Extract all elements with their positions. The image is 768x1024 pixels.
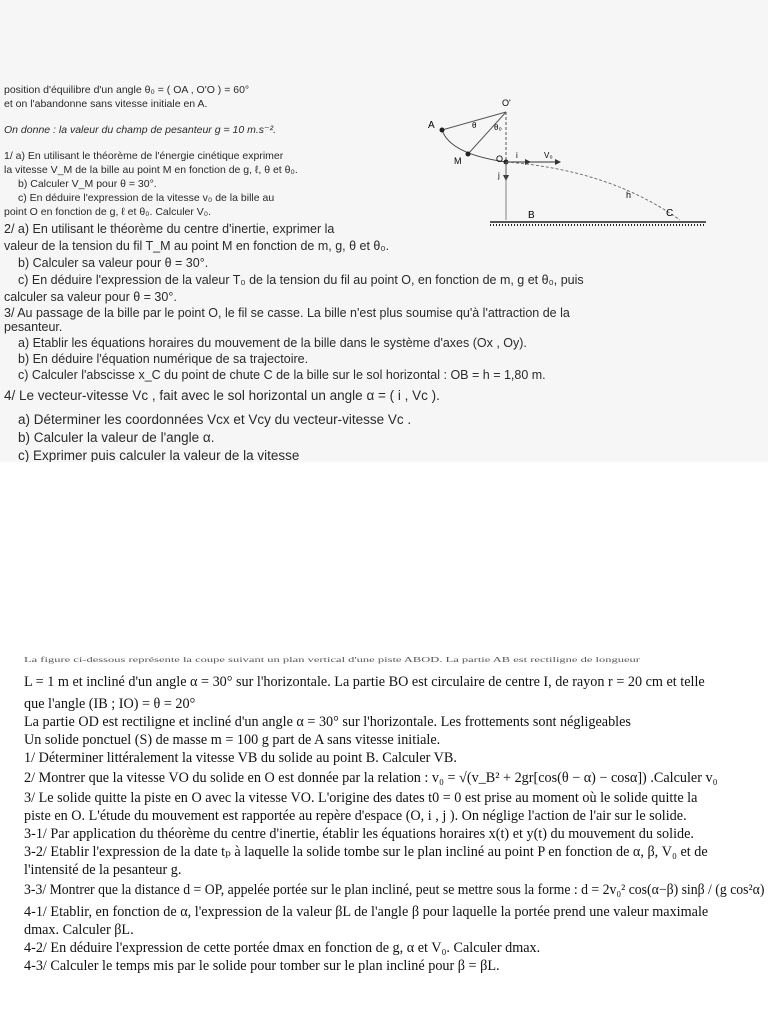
label-h: h (626, 190, 632, 200)
exercise2-line: 3-1/ Par application du théorème du centre d'inertie, établir les équations horaires x(t) et y(t) du mouvement du solide. (24, 826, 694, 842)
string-OM (468, 112, 506, 154)
exercise1-line: point O en fonction de g, ℓ et θ₀. Calculer V₀. (4, 206, 212, 218)
exercise2-line: que l'angle (IB ; IO) = θ = 20° (24, 696, 196, 712)
label-theta: θ (472, 121, 477, 130)
exercise1-line: a) Etablir les équations horaires du mouvement de la bille dans le système d'axes (Ox , Oy). (18, 336, 527, 350)
label-O: O (496, 154, 504, 164)
exercise1-line: a) Déterminer les coordonnées Vcx et Vcy du vecteur-vitesse Vc . (18, 412, 412, 427)
exercise1-line: calculer sa valeur pour θ = 30°. (4, 290, 177, 304)
label-A: A (428, 120, 435, 131)
exercise2-line: Un solide ponctuel (S) de masse m = 100 g part de A sans vitesse initiale. (24, 732, 441, 748)
exercise1-line: c) Exprimer puis calculer la valeur de la vitesse (18, 448, 300, 462)
exercise2-cut-line: La figure ci-dessous représente la coupe suivant un plan vertical d'une piste ABOD. La partie AB est rectiligne de longueur (24, 656, 640, 664)
label-M: M (454, 156, 462, 166)
exercise2-line: 2/ Montrer que la vitesse VO du solide en O est donnée par la relation : v₀ = √(v_B² + 2gr[cos(θ − α) − cosα]) .Calculer v₀ (24, 770, 718, 786)
exercise2-line: 3-2/ Etablir l'expression de la date tₚ à laquelle la solide tombe sur le plan incliné au point P en fonction de α, β, V₀ et de (24, 844, 708, 860)
exercise1-line: 4/ Le vecteur-vitesse Vc , fait avec le sol horizontal un angle α = ( i , Vc ). (4, 388, 440, 403)
exercise2-line: 4-1/ Etablir, en fonction de α, l'expression de la valeur βL de l'angle β pour laquelle la portée prend une valeur maximale (24, 904, 709, 920)
exercise2-line: 3/ Le solide quitte la piste en O avec la vitesse VO. L'origine des dates t0 = 0 est prise au moment où le solide quitte la (24, 790, 698, 806)
exercise1-line: 3/ Au passage de la bille par le point O, le fil se casse. La bille n'est plus soumise qu'à l'attraction de la (4, 306, 570, 320)
label-j: j (498, 171, 500, 180)
exercise1-line: position d'équilibre d'un angle θ₀ = ( OA , O'O ) = 60° (4, 84, 250, 96)
exercise2-line: dmax. Calculer βL. (24, 922, 134, 938)
exercise1-line: 2/ a) En utilisant le théorème du centre d'inertie, exprimer la (4, 222, 335, 236)
exercise1-line: b) Calculer la valeur de l'angle α. (18, 430, 215, 445)
label-C: C (666, 208, 674, 219)
exercise1-line: la vitesse V_M de la bille au point M en fonction de g, ℓ, θ et θ₀. (4, 164, 298, 176)
label-O-prime: O' (502, 98, 511, 108)
exercise1-line: b) Calculer V_M pour θ = 30°. (18, 178, 157, 190)
exercise-2 (0, 656, 768, 980)
scanned-exercise-1 (0, 0, 768, 462)
exercise2-line: 4-3/ Calculer le temps mis par le solide pour tomber sur le plan incliné pour β = βL. (24, 958, 500, 974)
exercise2-line: L = 1 m et incliné d'un angle α = 30° sur l'horizontale. La partie BO est circulaire de centre I, de rayon r = 20 cm et telle (24, 674, 705, 690)
label-theta0: θ₀ (494, 123, 502, 132)
exercise2-line: l'intensité de la pesanteur g. (24, 862, 182, 878)
pendulum-diagram (410, 92, 710, 234)
label-B: B (528, 210, 535, 221)
exercise1-line: pesanteur. (4, 320, 63, 334)
exercise1-line: c) En déduire l'expression de la vitesse v₀ de la bille au (18, 192, 275, 204)
label-V0: V₀ (544, 151, 553, 160)
exercise2-line: 3-3/ Montrer que la distance d = OP, appelée portée sur le plan incliné, peut se mettre sous la forme : d = 2v₀² cos(α−β) sinβ / (g cos²α) (24, 882, 765, 898)
exercise2-line: 1/ Déterminer littéralement la vitesse VB du solide au point B. Calculer VB. (24, 750, 457, 766)
exercise1-line: et on l'abandonne sans vitesse initiale en A. (4, 98, 208, 110)
exercise1-line: b) En déduire l'équation numérique de sa trajectoire. (18, 352, 309, 366)
exercise2-line: La partie OD est rectiligne et incliné d'un angle α = 30° sur l'horizontale. Les frottements sont négligeables (24, 714, 631, 730)
exercise1-line: On donne : la valeur du champ de pesanteur g = 10 m.s⁻². (4, 124, 276, 136)
exercise2-line: piste en O. L'étude du mouvement est rapportée au repère d'espace (O, i , j ). On néglige l'action de l'air sur le solide. (24, 808, 687, 824)
label-i: i (516, 151, 518, 160)
exercise1-line: 1/ a) En utilisant le théorème de l'énergie cinétique exprimer (4, 150, 284, 162)
exercise1-line: c) En déduire l'expression de la valeur T₀ de la tension du fil au point O, en fonction de m, g et θ₀, puis (18, 273, 584, 287)
exercise1-line: c) Calculer l'abscisse x_C du point de chute C de la bille sur le sol horizontal : OB = h = 1,80 m. (18, 368, 546, 382)
ball-M (466, 152, 471, 157)
exercise1-line: valeur de la tension du fil T_M au point M en fonction de m, g, θ et θ₀. (4, 239, 390, 253)
exercise2-line: 4-2/ En déduire l'expression de cette portée dmax en fonction de g, α et V₀. Calculer dmax. (24, 940, 541, 956)
ball-A (440, 128, 445, 133)
exercise1-line: b) Calculer sa valeur pour θ = 30°. (18, 256, 209, 270)
